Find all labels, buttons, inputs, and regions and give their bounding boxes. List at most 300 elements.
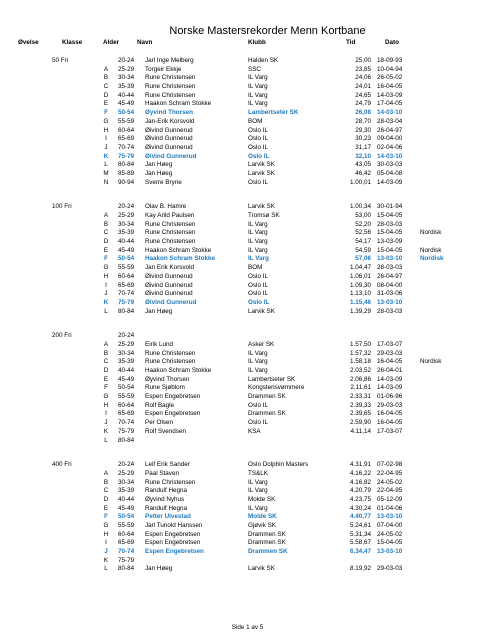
klubb-cell: Molde SK: [248, 513, 277, 521]
table-row: [0, 539, 495, 548]
klasse-cell: C: [103, 229, 109, 237]
tid-cell: 2.39,33: [349, 401, 371, 409]
table-row: [0, 282, 495, 291]
navn-cell: Øyvind Thorsen: [145, 109, 193, 117]
tid-cell: 24,01: [355, 83, 371, 91]
tid-cell: 2.33,31: [349, 393, 371, 401]
header-klasse: Klasse: [62, 39, 83, 46]
tid-cell: 5.24,61: [349, 522, 371, 529]
klasse-cell: B: [103, 220, 109, 228]
tid-cell: 4.23,75: [349, 495, 371, 503]
record-section: [0, 57, 495, 187]
navn-cell: Øivind Gunnerud: [145, 135, 193, 143]
record-section: [0, 332, 495, 445]
table-row: [0, 308, 495, 317]
navn-cell: Rolf Svendsen: [145, 427, 186, 435]
table-row: [0, 179, 495, 188]
alder-cell: 35-39: [118, 83, 135, 91]
dato-cell: 26-04-97: [377, 272, 403, 280]
navn-cell: Jan-Erik Korsvold: [145, 117, 195, 125]
navn-cell: Rune Christensen: [145, 238, 196, 246]
klasse-cell: N: [103, 178, 109, 186]
section-gap: [0, 445, 495, 461]
navn-cell: Rune Sjøblom: [145, 384, 185, 392]
klubb-cell: Oslo Dolphin Masters: [248, 461, 309, 469]
dato-cell: 24-05-02: [377, 530, 403, 538]
klubb-cell: IL Varg: [248, 487, 268, 495]
dato-cell: 05-12-09: [377, 495, 403, 503]
navn-cell: Rune Christensen: [145, 478, 196, 486]
klasse-cell: K: [103, 298, 109, 306]
records-table: [0, 57, 495, 574]
dato-cell: 15-04-05: [377, 212, 403, 219]
tid-cell: 46,42: [355, 169, 371, 177]
alder-cell: 30-34: [118, 220, 135, 228]
table-row: [0, 470, 495, 479]
klubb-cell: IL Varg: [248, 91, 268, 99]
klasse-cell: E: [103, 100, 109, 108]
dato-cell: 22-04-95: [377, 469, 403, 477]
alder-cell: 70-74: [118, 143, 135, 151]
tid-cell: 1.09,30: [349, 281, 371, 289]
klasse-cell: D: [103, 367, 109, 374]
tid-cell: 26,08: [355, 109, 371, 117]
table-row: [0, 170, 495, 179]
alder-cell: 30-34: [118, 74, 135, 82]
table-row: [0, 127, 495, 136]
alder-cell: 75-79: [118, 298, 135, 306]
klubb-cell: TS&LK: [248, 469, 268, 477]
note-cell: Nordisk: [420, 255, 444, 263]
alder-cell: 80-84: [118, 565, 135, 573]
klubb-cell: Oslo IL: [248, 135, 268, 143]
table-row: [0, 522, 495, 531]
page-footer: Side 1 av 5: [231, 624, 264, 631]
klasse-cell: H: [103, 126, 109, 134]
klasse-cell: F: [104, 384, 108, 392]
klubb-cell: Kongstensvømmere: [248, 384, 305, 392]
klasse-cell: C: [103, 487, 109, 495]
klubb-cell: Larvik SK: [248, 203, 275, 211]
klubb-cell: IL Varg: [248, 83, 268, 91]
dato-cell: 24-05-02: [377, 478, 403, 486]
klubb-cell: IL Varg: [248, 358, 268, 366]
dato-cell: 07-04-00: [377, 522, 403, 529]
dato-cell: 15-04-05: [377, 246, 403, 254]
klasse-cell: G: [103, 522, 109, 529]
event-cell: 50 Fri: [52, 57, 69, 64]
table-row: [0, 153, 495, 162]
tid-cell: 6.34,47: [349, 548, 371, 556]
navn-cell: Haakon Schram Stokke: [145, 255, 215, 263]
header-ovelse: Øvelse: [18, 39, 39, 46]
alder-cell: 70-74: [118, 290, 135, 298]
tid-cell: 2.39,65: [349, 410, 371, 418]
alder-cell: 55-59: [118, 117, 135, 125]
table-row: [0, 135, 495, 144]
klasse-cell: H: [103, 530, 109, 538]
klasse-cell: G: [103, 264, 109, 272]
navn-cell: Espen Engebretsen: [145, 548, 204, 556]
event-cell: 400 Fri: [52, 461, 72, 469]
klubb-cell: Oslo IL: [248, 298, 270, 306]
tid-cell: 1.15,46: [349, 298, 371, 306]
klubb-cell: Tromsø SK: [248, 212, 280, 219]
table-row: [0, 255, 495, 264]
tid-cell: 2.03,52: [349, 367, 371, 374]
table-row: [0, 203, 495, 212]
klubb-cell: Oslo IL: [248, 126, 268, 134]
alder-cell: 65-69: [118, 410, 135, 418]
klasse-cell: C: [103, 83, 109, 91]
navn-cell: Rune Christensen: [145, 74, 196, 82]
klubb-cell: Larvik SK: [248, 161, 275, 169]
klubb-cell: Oslo IL: [248, 290, 268, 298]
alder-cell: 40-44: [118, 238, 135, 246]
klasse-cell: M: [103, 169, 109, 177]
tid-cell: 8.19,92: [349, 565, 371, 573]
klasse-cell: L: [104, 307, 108, 315]
klubb-cell: Drammen SK: [248, 548, 288, 556]
klubb-cell: IL Varg: [248, 100, 268, 108]
dato-cell: 15-04-05: [377, 539, 403, 547]
klubb-cell: Drammen SK: [248, 393, 286, 401]
klubb-cell: Oslo IL: [248, 152, 270, 160]
dato-cell: 31-03-06: [377, 290, 403, 298]
tid-cell: 4.16,22: [349, 469, 371, 477]
navn-cell: Rolf Bagle: [145, 401, 175, 409]
alder-cell: 45-49: [118, 375, 135, 383]
table-row: [0, 428, 495, 437]
section-gap: [0, 187, 495, 203]
alder-cell: 30-34: [118, 349, 135, 357]
alder-cell: 50-54: [118, 513, 135, 521]
tid-cell: 5.31,34: [349, 530, 371, 538]
dato-cell: 28-03-03: [377, 307, 403, 315]
navn-cell: Espen Engebretsen: [145, 393, 201, 401]
table-row: [0, 565, 495, 574]
klubb-cell: Drammen SK: [248, 539, 286, 547]
table-row: [0, 66, 495, 75]
table-row: [0, 376, 495, 385]
table-row: [0, 332, 495, 341]
alder-cell: 45-49: [118, 246, 135, 254]
note-cell: Nordisk: [420, 229, 442, 237]
klubb-cell: IL Varg: [248, 74, 268, 82]
klubb-cell: IL Varg: [248, 246, 268, 254]
alder-cell: 50-54: [118, 255, 135, 263]
event-cell: 100 Fri: [52, 203, 72, 211]
dato-cell: 14-03-09: [377, 178, 403, 186]
header-navn: Navn: [137, 39, 153, 46]
klasse-cell: D: [103, 495, 109, 503]
klubb-cell: Larvik SK: [248, 307, 275, 315]
table-row: [0, 350, 495, 359]
dato-cell: 16-04-05: [377, 83, 403, 91]
navn-cell: Øyvind Thorsen: [145, 375, 190, 383]
klubb-cell: Lambertseter SK: [248, 109, 299, 117]
navn-cell: Rune Christensen: [145, 220, 196, 228]
alder-cell: 65-69: [118, 539, 135, 547]
alder-cell: 45-49: [118, 100, 135, 108]
klasse-cell: G: [103, 393, 109, 401]
klasse-cell: A: [103, 212, 109, 219]
table-row: [0, 548, 495, 557]
navn-cell: Eirik Lund: [145, 340, 174, 348]
klubb-cell: IL Varg: [248, 367, 268, 374]
navn-cell: Haakon Schram Stokke: [145, 100, 212, 108]
klubb-cell: Larvik SK: [248, 169, 275, 177]
dato-cell: 01-06-96: [377, 393, 403, 401]
alder-cell: 35-39: [118, 358, 135, 366]
table-row: [0, 410, 495, 419]
header-tid: Tid: [346, 39, 356, 46]
navn-cell: Jan Høeg: [145, 565, 173, 573]
dato-cell: 14-03-09: [377, 384, 403, 392]
dato-cell: 29-03-03: [377, 401, 403, 409]
klasse-cell: I: [105, 135, 107, 143]
klasse-cell: L: [104, 161, 108, 169]
alder-cell: 20-24: [118, 461, 135, 469]
klasse-cell: A: [103, 65, 109, 73]
dato-cell: 13-03-09: [377, 238, 403, 246]
table-row: [0, 487, 495, 496]
dato-cell: 16-04-05: [377, 419, 403, 427]
table-row: [0, 290, 495, 299]
klasse-cell: H: [103, 272, 109, 280]
table-row: [0, 221, 495, 230]
klubb-cell: IL Varg: [248, 255, 269, 263]
dato-cell: 28-03-03: [377, 264, 403, 272]
navn-cell: Randulf Hegna: [145, 504, 188, 512]
klasse-cell: J: [104, 419, 108, 427]
table-row: [0, 57, 495, 66]
dato-cell: 08-04-00: [377, 281, 403, 289]
navn-cell: Øivind Gunnerud: [145, 143, 193, 151]
tid-cell: 4.30,24: [349, 504, 371, 512]
alder-cell: 75-79: [118, 152, 135, 160]
alder-cell: 80-84: [118, 307, 135, 315]
table-row: [0, 367, 495, 376]
alder-cell: 40-44: [118, 91, 135, 99]
tid-cell: 52,20: [355, 220, 371, 228]
navn-cell: Jan Høeg: [145, 169, 173, 177]
tid-cell: 54,59: [355, 246, 371, 254]
page-title: Norske Mastersrekorder Menn Kortbane: [169, 25, 366, 37]
navn-cell: Jarl Tunold Hanssen: [145, 522, 203, 529]
alder-cell: 60-64: [118, 272, 135, 280]
alder-cell: 75-79: [118, 427, 135, 435]
record-section: [0, 203, 495, 316]
table-row: [0, 419, 495, 428]
tid-cell: 1.06,01: [349, 272, 371, 280]
klasse-cell: L: [104, 565, 108, 573]
tid-cell: 5.58,67: [349, 539, 371, 547]
dato-cell: 05-04-08: [377, 169, 403, 177]
tid-cell: 24,79: [355, 100, 371, 108]
klasse-cell: I: [105, 539, 107, 547]
alder-cell: 70-74: [118, 419, 135, 427]
tid-cell: 54,17: [355, 238, 371, 246]
table-row: [0, 273, 495, 282]
tid-cell: 24,06: [355, 74, 371, 82]
dato-cell: 28-03-03: [377, 220, 403, 228]
table-row: [0, 461, 495, 470]
dato-cell: 17-03-07: [377, 340, 403, 348]
tid-cell: 30,23: [355, 135, 371, 143]
alder-cell: 45-49: [118, 504, 135, 512]
navn-cell: Øivind Gunnerud: [145, 272, 193, 280]
navn-cell: Øivind Gunnerud: [145, 290, 193, 298]
navn-cell: Sverre Bryne: [145, 178, 182, 186]
dato-cell: 17-03-07: [377, 427, 403, 435]
alder-cell: 55-59: [118, 522, 135, 529]
navn-cell: Rune Christensen: [145, 349, 196, 357]
navn-cell: Espen Engebretsen: [145, 539, 201, 547]
note-cell: Nordisk: [420, 246, 442, 254]
dato-cell: 10-04-94: [377, 65, 403, 73]
klasse-cell: I: [105, 410, 107, 418]
klasse-cell: G: [103, 117, 109, 125]
alder-cell: 80-84: [118, 161, 135, 169]
navn-cell: Øivind Gunnerud: [145, 126, 193, 134]
dato-cell: 26-05-02: [377, 74, 403, 82]
table-row: [0, 341, 495, 350]
navn-cell: Espen Engebretsen: [145, 530, 201, 538]
klasse-cell: J: [104, 548, 108, 556]
table-row: [0, 109, 495, 118]
tid-cell: 1.13,10: [349, 290, 371, 298]
dato-cell: 09-04-00: [377, 135, 403, 143]
tid-cell: 1.39,29: [349, 307, 371, 315]
navn-cell: Haakon Schram Stokke: [145, 246, 212, 254]
dato-cell: 16-04-05: [377, 410, 403, 418]
klubb-cell: Gjøvik SK: [248, 522, 276, 529]
navn-cell: Rune Christensen: [145, 83, 196, 91]
table-row: [0, 437, 495, 446]
tid-cell: 2.11,61: [350, 384, 371, 392]
navn-cell: Olav B. Hamre: [145, 203, 187, 211]
alder-cell: 25-29: [118, 469, 135, 477]
table-row: [0, 161, 495, 170]
dato-cell: 28-03-04: [377, 117, 403, 125]
alder-cell: 20-24: [118, 203, 135, 211]
alder-cell: 60-64: [118, 530, 135, 538]
navn-cell: Haakon Schram Stokke: [145, 367, 212, 374]
event-cell: 200 Fri: [52, 332, 72, 340]
dato-cell: 16-04-05: [377, 358, 403, 366]
klubb-cell: Oslo IL: [248, 178, 268, 186]
tid-cell: 4.16,82: [349, 478, 371, 486]
table-row: [0, 358, 495, 367]
klasse-cell: B: [103, 74, 109, 82]
klubb-cell: IL Varg: [248, 504, 268, 512]
tid-cell: 24,65: [355, 91, 371, 99]
table-row: [0, 247, 495, 256]
alder-cell: 25-29: [118, 340, 135, 348]
alder-cell: 55-59: [118, 264, 135, 272]
klubb-cell: Larvik SK: [248, 565, 275, 573]
tid-cell: 1.57,50: [349, 340, 371, 348]
section-gap: [0, 316, 495, 332]
alder-cell: 50-54: [118, 384, 135, 392]
table-row: [0, 496, 495, 505]
dato-cell: 14-03-09: [377, 375, 403, 383]
tid-cell: 53,00: [355, 212, 371, 219]
alder-cell: 55-59: [118, 393, 135, 401]
klasse-cell: E: [103, 246, 109, 254]
dato-cell: 29-03-03: [377, 349, 403, 357]
navn-cell: Jan Erik Korsvold: [145, 264, 194, 272]
navn-cell: Jan Høeg: [145, 161, 173, 169]
klasse-cell: D: [103, 91, 109, 99]
klubb-cell: Oslo IL: [248, 272, 268, 280]
alder-cell: 60-64: [118, 126, 135, 134]
navn-cell: Jarl Inge Melberg: [145, 57, 194, 64]
tid-cell: 4.20,79: [349, 487, 371, 495]
dato-cell: 07-02-98: [377, 461, 403, 469]
tid-cell: 57,06: [355, 255, 371, 263]
dato-cell: 02-04-06: [377, 143, 403, 151]
table-row: [0, 513, 495, 522]
navn-cell: Jan Høeg: [145, 307, 173, 315]
tid-cell: 29,30: [355, 126, 371, 134]
klasse-cell: B: [103, 478, 109, 486]
klasse-cell: L: [104, 436, 108, 444]
dato-cell: 26-04-97: [377, 126, 403, 134]
klasse-cell: F: [104, 109, 108, 117]
klasse-cell: K: [103, 152, 109, 160]
alder-cell: 65-69: [118, 281, 135, 289]
tid-cell: 32,10: [355, 152, 371, 160]
klubb-cell: IL Varg: [248, 238, 268, 246]
klasse-cell: J: [104, 143, 108, 151]
klasse-cell: F: [104, 513, 108, 521]
dato-cell: 13-03-10: [377, 548, 403, 556]
dato-cell: 26-04-01: [377, 367, 403, 374]
klubb-cell: KSA: [248, 427, 261, 435]
dato-cell: 15-04-05: [377, 229, 403, 237]
klasse-cell: B: [103, 349, 109, 357]
alder-cell: 35-39: [118, 229, 135, 237]
klubb-cell: Drammen SK: [248, 530, 286, 538]
dato-cell: 17-04-05: [377, 100, 403, 108]
dato-cell: 18-09-93: [377, 57, 403, 64]
alder-cell: 70-74: [118, 548, 135, 556]
tid-cell: 43,05: [355, 161, 371, 169]
tid-cell: 1.57,32: [349, 349, 371, 357]
dato-cell: 30-01-94: [377, 203, 403, 211]
klasse-cell: E: [103, 504, 109, 512]
navn-cell: Øivind Gunnerud: [145, 298, 197, 306]
klubb-cell: Halden SK: [248, 57, 279, 64]
tid-cell: 4.31,91: [349, 461, 371, 469]
klasse-cell: F: [104, 255, 108, 263]
klasse-cell: I: [105, 281, 107, 289]
alder-cell: 20-24: [118, 332, 135, 340]
klasse-cell: K: [103, 427, 109, 435]
alder-cell: 50-54: [118, 109, 135, 117]
table-row: [0, 74, 495, 83]
klubb-cell: Molde SK: [248, 495, 276, 503]
dato-cell: 13-03-10: [377, 298, 403, 306]
klubb-cell: BOM: [248, 117, 263, 125]
alder-cell: 35-39: [118, 487, 135, 495]
alder-cell: 25-29: [118, 65, 135, 73]
table-row: [0, 264, 495, 273]
table-row: [0, 229, 495, 238]
navn-cell: Torgeir Ekkje: [145, 65, 182, 73]
